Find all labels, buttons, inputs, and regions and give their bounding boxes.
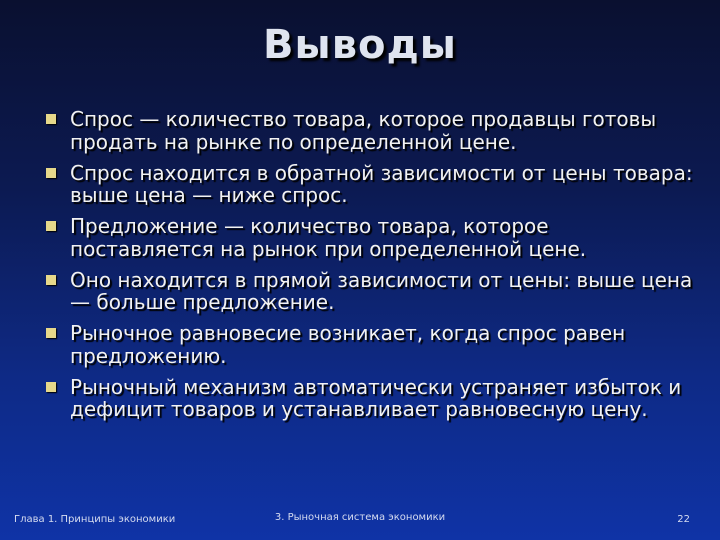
page-number: 22 (677, 514, 690, 525)
square-bullet-icon (46, 168, 56, 178)
bullet-text: Спрос — количество товара, которое продавцы готовы продать на рынке по определенной цене. (70, 107, 657, 154)
square-bullet-icon (46, 328, 56, 338)
bullet-item (44, 376, 694, 421)
bullet-item (44, 162, 694, 207)
footer-section: 3. Рыночная система экономики (274, 512, 446, 523)
bullet-item (44, 215, 694, 260)
square-bullet-icon (46, 275, 56, 285)
square-bullet-icon (46, 382, 56, 392)
bullet-text: Оно находится в прямой зависимости от цены: выше цена — больше предложение. (70, 267, 693, 314)
bullet-text: Спрос находится в обратной зависимости от цены товара: выше цена — ниже спрос. (70, 160, 693, 207)
bullet-text: Рыночное равновесие возникает, когда спрос равен предложению. (70, 321, 626, 368)
bullet-item (44, 322, 694, 367)
bullet-item (44, 269, 694, 314)
square-bullet-icon (46, 114, 56, 124)
slide-title: Выводы (263, 22, 457, 68)
bullet-item (44, 108, 694, 153)
square-bullet-icon (46, 221, 56, 231)
bullet-list (44, 108, 694, 429)
bullet-text: Предложение — количество товара, которое поставляется на рынок при определенной цене. (70, 214, 587, 261)
bullet-text: Рыночный механизм автоматически устраняет избыток и дефицит товаров и устанавливает равновесную цену. (70, 374, 682, 421)
footer-chapter: Глава 1. Принципы экономики (14, 514, 176, 525)
